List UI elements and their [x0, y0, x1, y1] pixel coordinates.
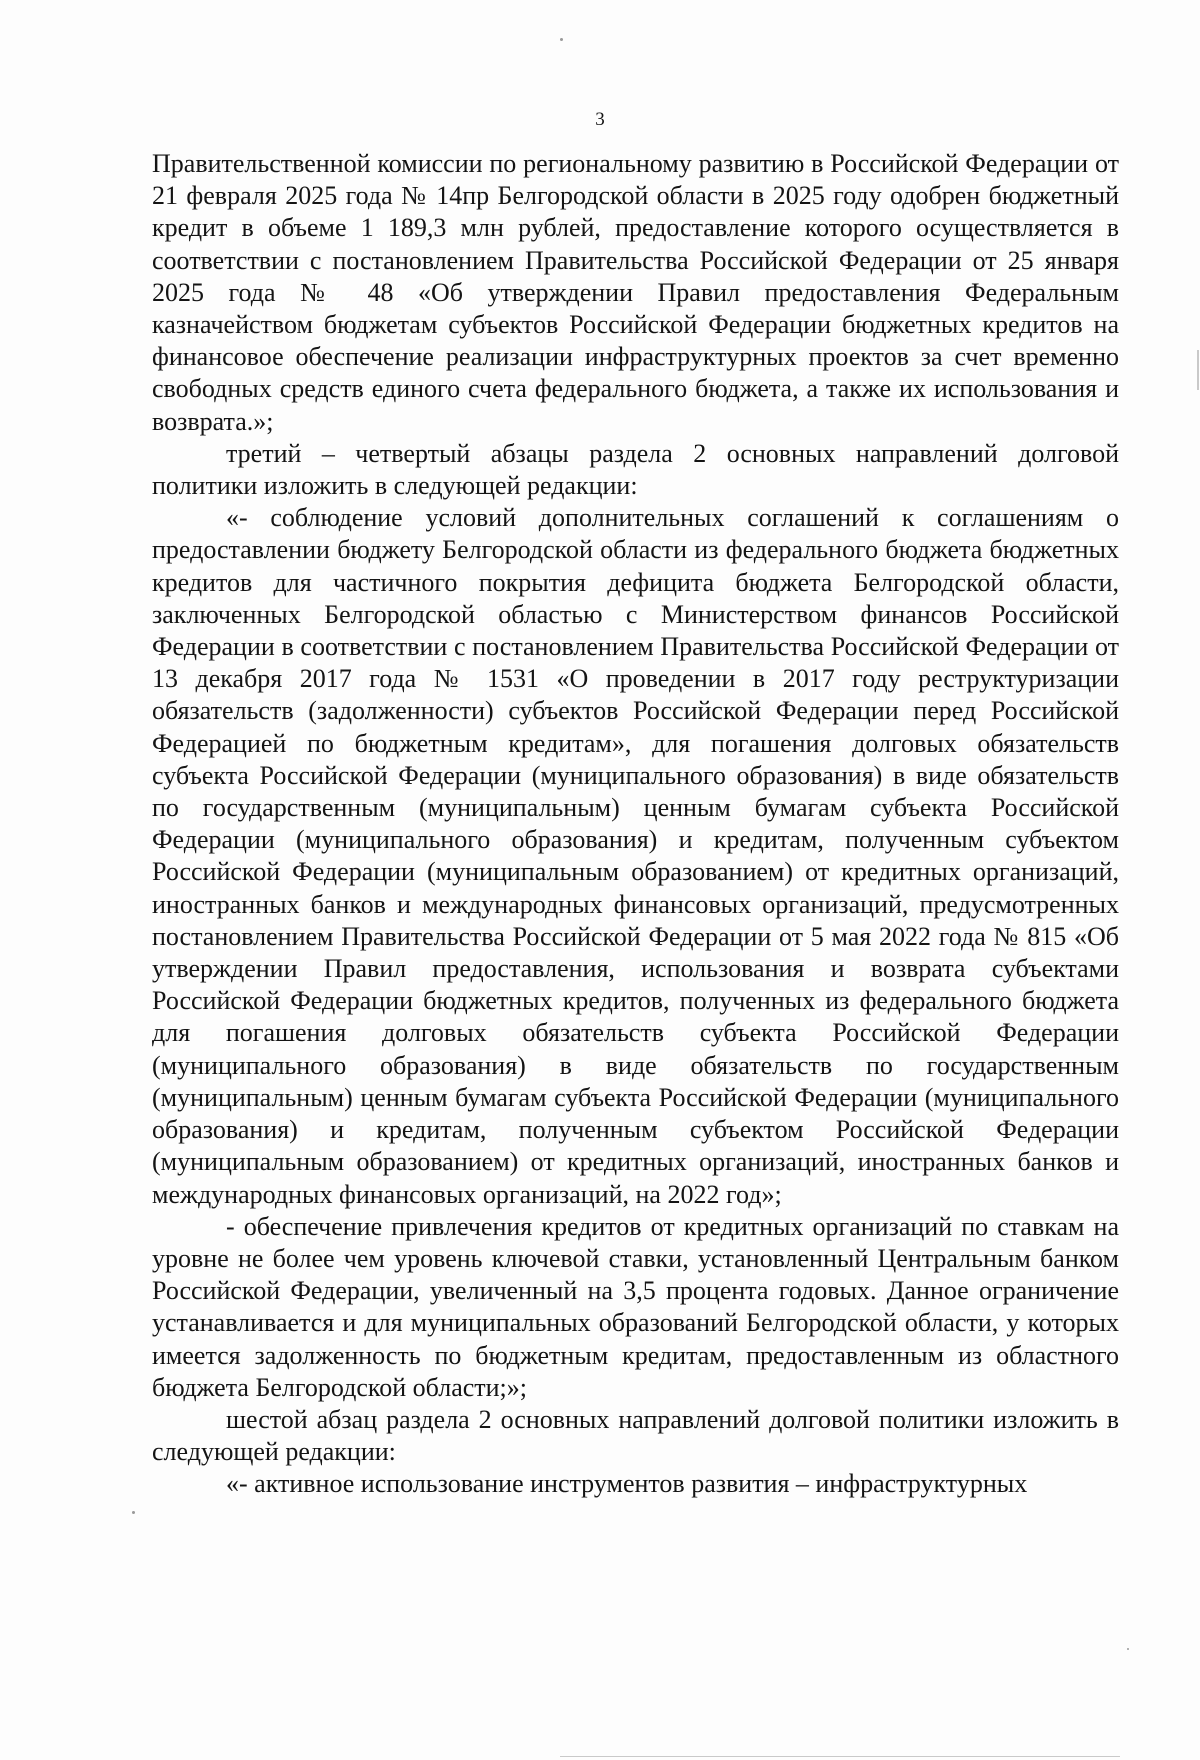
- page-number: 3: [595, 109, 605, 130]
- scan-edge-mark: [560, 1756, 1120, 1757]
- paragraph-commission-credit: Правительственной комиссии по региональному развитию в Российской Федерации от 21 февраля 2025 года № 14пр Белгородской области в 2025 году одобрен бюджетный кредит в объеме 1 189,3 млн рублей, предоставление которого осуществляется в соответствии с постановлением Правительства Российской Федерации от 25 января 2025 года № 48 «Об утверждении Правил предоставления Федеральным казначейством бюджетам субъектов Российской Федерации бюджетных кредитов на финансовое обеспечение реализации инфраструктурных проектов за счет временно свободных средств единого счета федерального бюджета, а также их использования и возврата.»;: [152, 149, 1119, 436]
- paragraph-credit-rates: - обеспечение привлечения кредитов от кредитных организаций по ставкам на уровне не более чем уровень ключевой ставки, установленный Центральным банком Российской Федерации, увеличенный на 3,5 процента годовых. Данное ограничение устанавливается и для муниципальных образований Белгородской области, у которых имеется задолженность по бюджетным кредитам, предоставленным из областного бюджета Белгородской области;»;: [152, 1211, 1119, 1402]
- scan-speck: [1127, 1648, 1129, 1650]
- paragraph-third-fourth-abzac: третий – четвертый абзацы раздела 2 основных направлений долговой политики изложить в следующей редакции:: [152, 438, 1119, 501]
- document-body: [152, 148, 1119, 1501]
- paragraph-development-tools: «- активное использование инструментов развития – инфраструктурных: [226, 1469, 1028, 1499]
- paragraph-agreements-compliance: «- соблюдение условий дополнительных соглашений к соглашениям о предоставлении бюджету Белгородской области из федерального бюджета бюджетных кредитов для частичного покрытия дефицита бюджета Белгородской области, заключенных Белгородской областью с Министерством финансов Российской Федерации в соответствии с постановлением Правительства Российской Федерации от 13 декабря 2017 года № 1531 «О проведении в 2017 году реструктуризации обязательств (задолженности) субъектов Российской Федерации перед Российской Федерацией по бюджетным кредитам», для погашения долговых обязательств субъекта Российской Федерации (муниципального образования) в виде обязательств по государственным (муниципальным) ценным бумагам субъекта Российской Федерации (муниципального образования) и кредитам, полученным субъектом Российской Федерации (муниципальным образованием) от кредитных организаций, иностранных банков и международных финансовых организаций, предусмотренных постановлением Правительства Российской Федерации от 5 мая 2022 года № 815 «Об утверждении Правил предоставления, использования и возврата субъектами Российской Федерации бюджетных кредитов, полученных из федерального бюджета для погашения долговых обязательств субъекта Российской Федерации (муниципального образования) в виде обязательств по государственным (муниципальным) ценным бумагам субъекта Российской Федерации (муниципального образования) и кредитам, полученным субъектом Российской Федерации (муниципальным образованием) от кредитных организаций, иностранных банков и международных финансовых организаций, на 2022 год»;: [152, 503, 1119, 1209]
- paragraph-sixth-abzac: шестой абзац раздела 2 основных направлений долговой политики изложить в следующей редакции:: [152, 1404, 1119, 1467]
- scan-edge-mark: [1197, 350, 1199, 390]
- scan-speck: [560, 38, 563, 41]
- scan-speck: [132, 1511, 135, 1514]
